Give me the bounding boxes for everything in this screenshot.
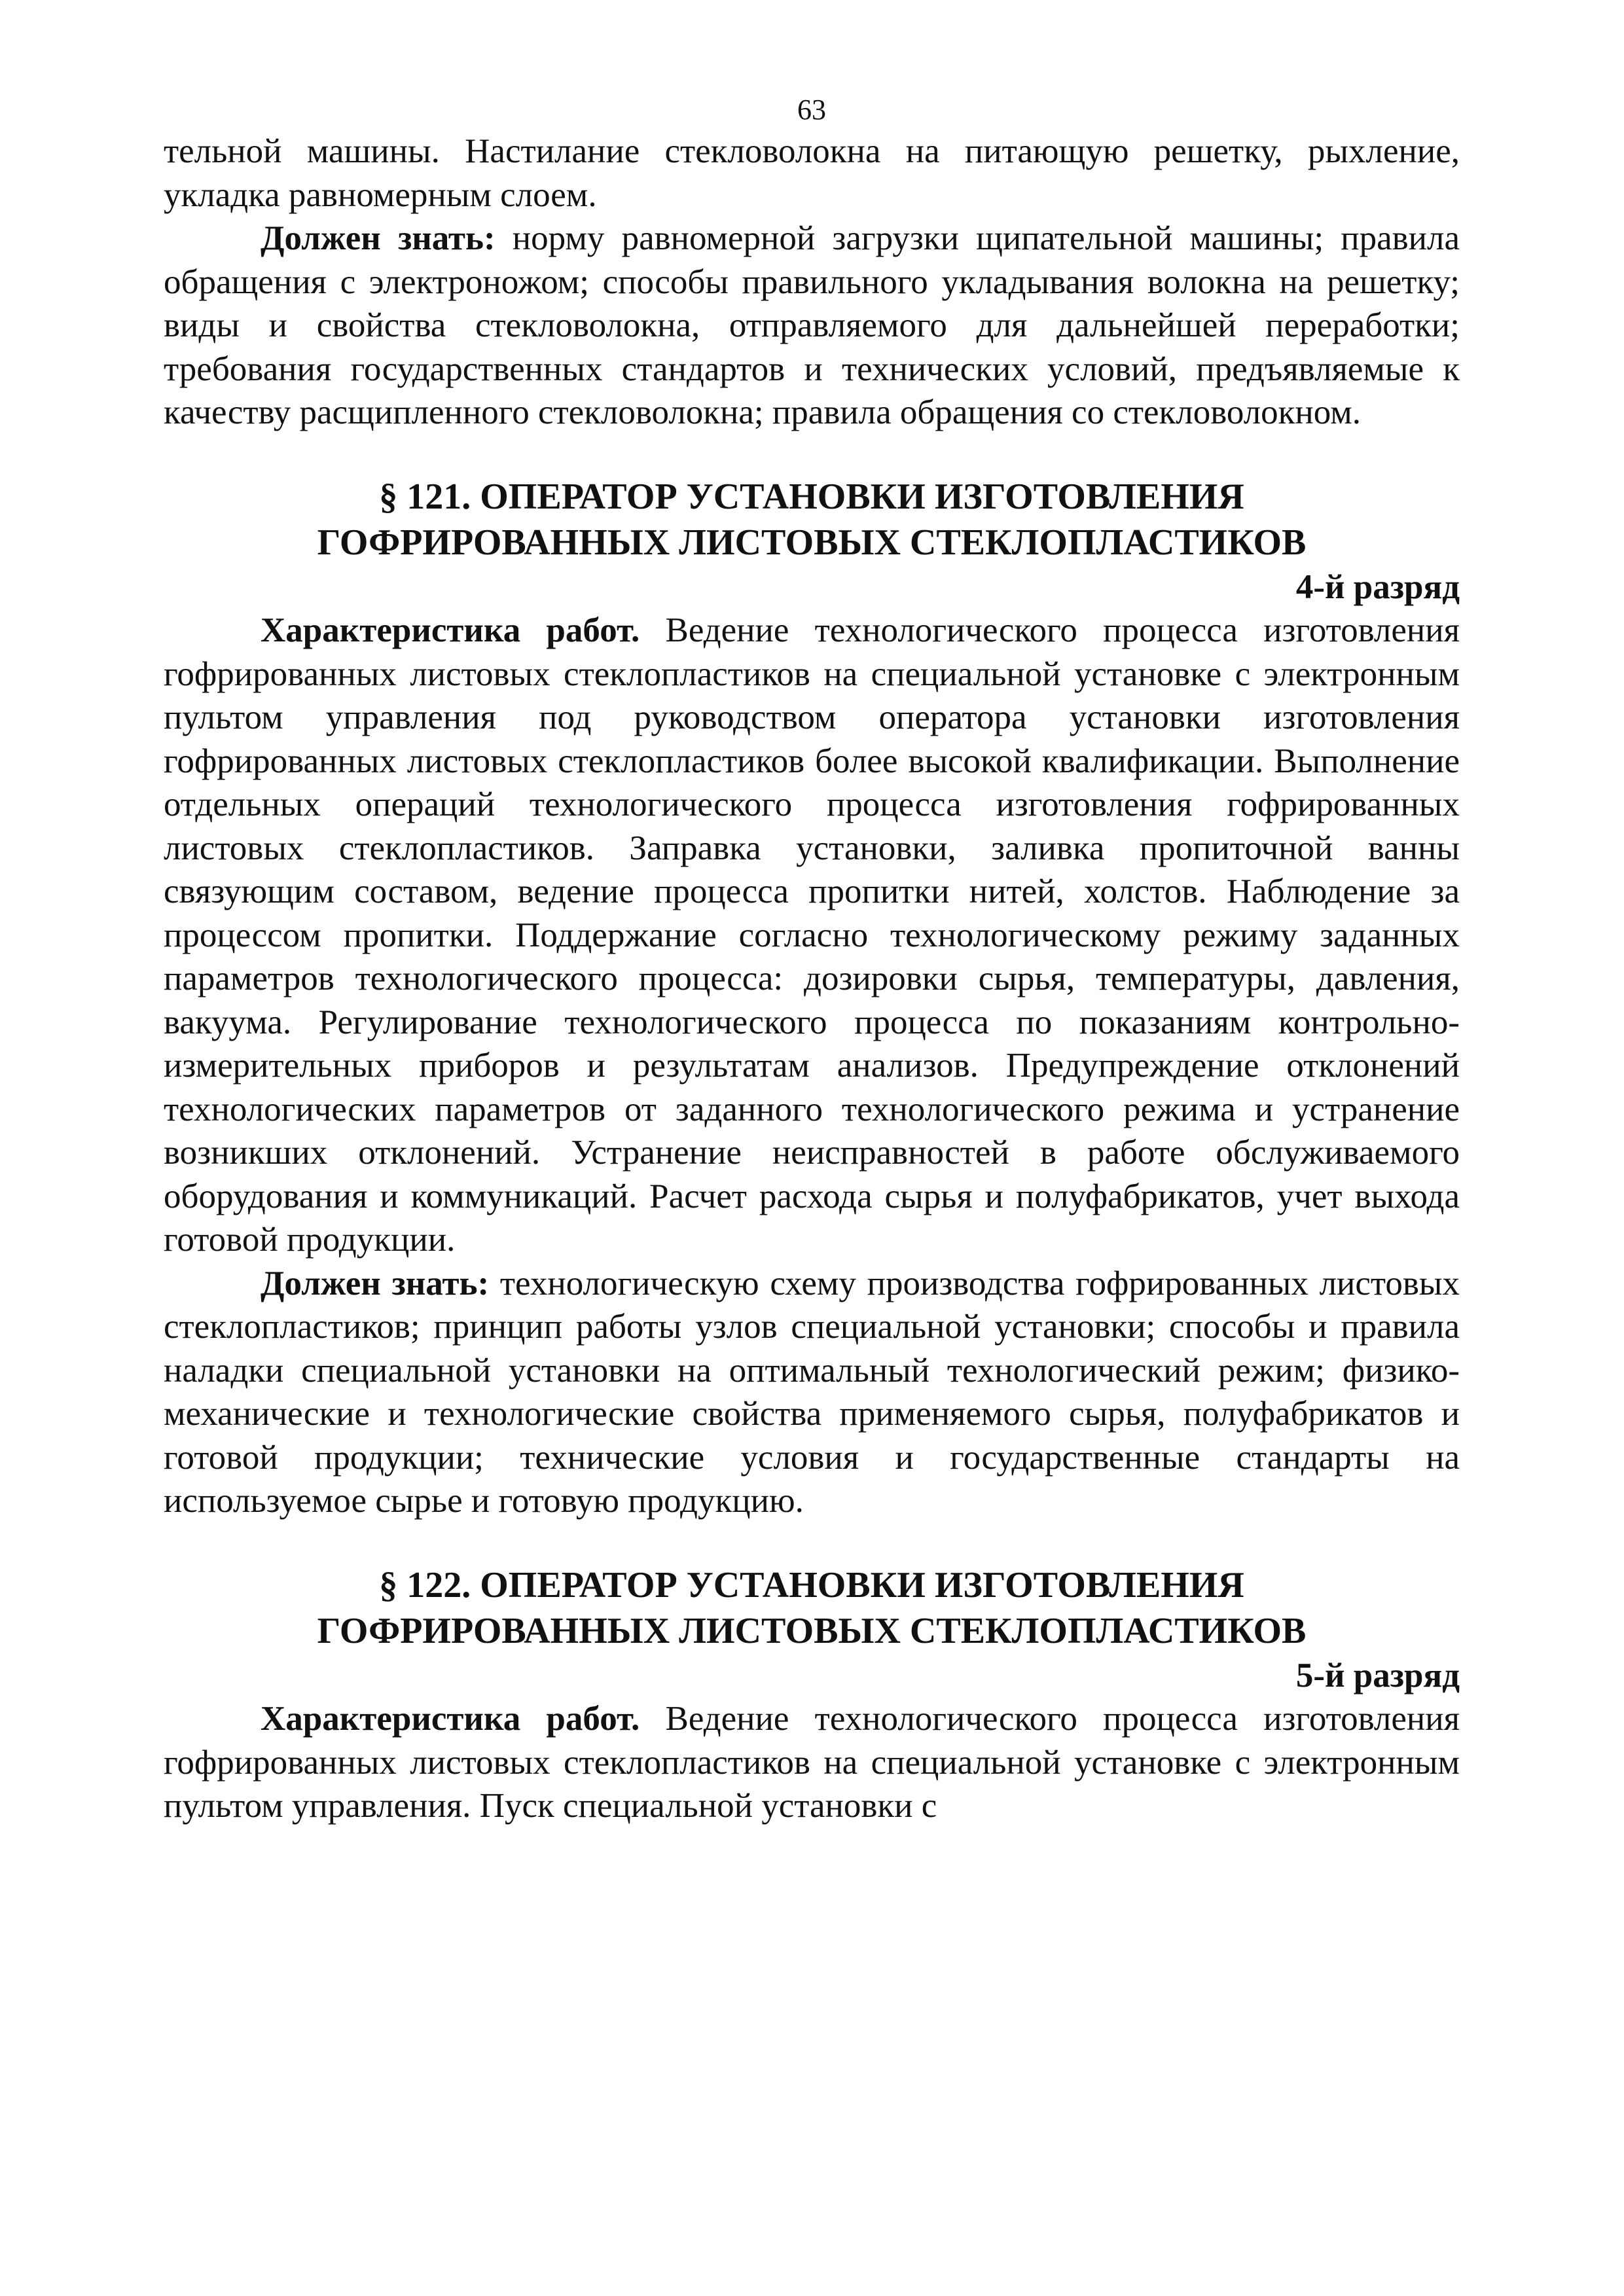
characteristic-lead: Характеристика работ. <box>261 611 640 649</box>
section-122-characteristic <box>164 1697 1460 1828</box>
section-121-heading <box>164 474 1460 565</box>
section-121-characteristic <box>164 609 1460 1262</box>
section-spacer <box>164 435 1460 474</box>
page-number: 63 <box>797 94 826 126</box>
knowledge-text: технологическую схему производства гофрированных листовых стеклопластиков; принцип работы узлов специальной установки; способы и правила наладки специальной установки на оптимальный технологический режим; физико-механические и технологические свойства применяемого сырья, полуфабрикатов и готовой продукции; технические условия и государственные стандарты на используемое сырье и готовую продукцию. <box>164 1264 1460 1520</box>
section-122-heading-line2: ГОФРИРОВАННЫХ ЛИСТОВЫХ СТЕКЛОПЛАСТИКОВ <box>317 1610 1307 1651</box>
section-spacer <box>164 1523 1460 1562</box>
section-122-heading <box>164 1562 1460 1654</box>
knowledge-text: норму равномерной загрузки щипательной машины; правила обращения с электроножом; способы правильного укладывания волокна на решетку; виды и свойства стекловолокна, отправляемого для дальнейшей переработки; требования государственных стандартов и технических условий, предъявляемые к качеству расщипленного стекловолокна; правила обращения со стекловолокном. <box>164 219 1460 431</box>
section-122 <box>164 1562 1460 1828</box>
intro-knowledge-paragraph <box>164 217 1460 435</box>
knowledge-lead: Должен знать: <box>261 219 496 257</box>
characteristic-lead: Характеристика работ. <box>261 1700 640 1738</box>
section-121-heading-line1: § 121. ОПЕРАТОР УСТАНОВКИ ИЗГОТОВЛЕНИЯ <box>379 476 1244 517</box>
intro-paragraph-continuation: тельной машины. Настилание стекловолокна на питающую решетку, рыхление, укладка равномерным слоем. <box>164 132 1460 214</box>
section-121-knowledge <box>164 1262 1460 1523</box>
section-121-grade: 4-й разряд <box>1295 567 1460 606</box>
characteristic-text: Ведение технологического процесса изготовления гофрированных листовых стеклопластиков на специальной установке с электронным пультом управления под руководством оператора установки изготовления гофрированных листовых стеклопластиков более высокой квалификации. Выполнение отдельных операций технологического процесса изготовления гофрированных листовых стеклопластиков. Заправка установки, заливка пропиточной ванны связующим составом, ведение процесса пропитки нитей, холстов. Наблюдение за процессом пропитки. Поддержание согласно технологическому режиму заданных параметров технологического процесса: дозировки сырья, температуры, давления, вакуума. Регулирование технологического процесса по показаниям контрольно-измерительных приборов и результатам анализов. Предупреждение отклонений технологических параметров от заданного технологического режима и устранение возникших отклонений. Устранение неисправностей в работе обслуживаемого оборудования и коммуникаций. Расчет расхода сырья и полуфабрикатов, учет выхода готовой продукции. <box>164 611 1460 1259</box>
characteristic-text: Ведение технологического процесса изготовления гофрированных листовых стеклопластиков на специальной установке с электронным пультом управления. Пуск специальной установки с <box>164 1700 1460 1825</box>
document-page <box>164 90 1460 1828</box>
section-122-heading-line1: § 122. ОПЕРАТОР УСТАНОВКИ ИЗГОТОВЛЕНИЯ <box>379 1564 1244 1605</box>
knowledge-lead: Должен знать: <box>261 1264 490 1302</box>
section-121-heading-line2: ГОФРИРОВАННЫХ ЛИСТОВЫХ СТЕКЛОПЛАСТИКОВ <box>317 522 1307 563</box>
section-121 <box>164 474 1460 1523</box>
section-122-grade: 5-й разряд <box>1295 1656 1460 1695</box>
